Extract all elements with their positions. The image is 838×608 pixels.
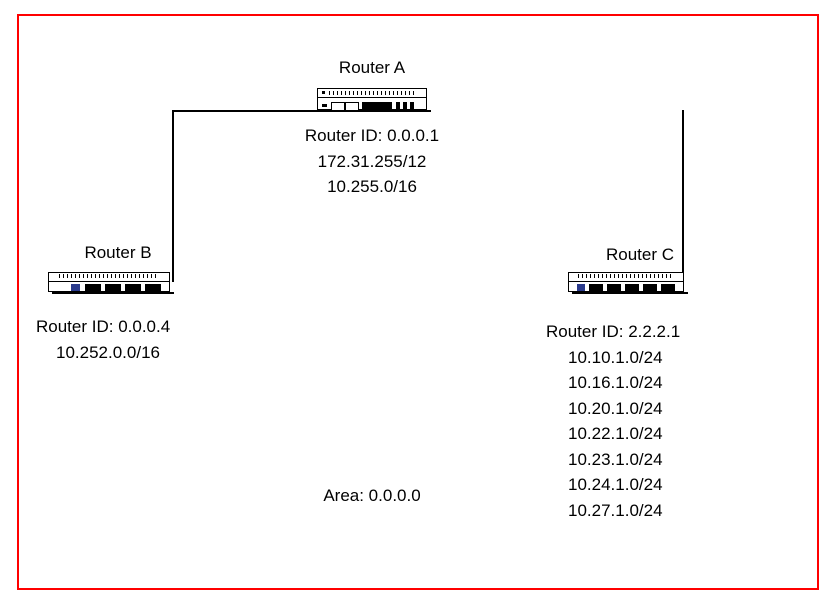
router-a-device [317, 88, 427, 110]
router-c-info-line-1: Router ID: 2.2.2.1 [546, 322, 681, 341]
router-b-info [36, 314, 296, 365]
router-b-module-1 [85, 284, 101, 291]
router-c-chassis-top [569, 273, 683, 282]
router-c-info-line-8: 10.27.1.0/24 [568, 500, 663, 520]
router-c-info [546, 319, 826, 523]
router-a-vents [329, 91, 415, 96]
router-b-info-line-2: 10.252.0.0/16 [56, 342, 160, 362]
router-b-title: Router B [84, 243, 152, 262]
router-b-led-blue [71, 284, 80, 291]
router-b-shadow [52, 292, 174, 294]
router-a-port-led [322, 104, 327, 107]
router-a-led [322, 91, 325, 94]
router-b-chassis-top [49, 273, 169, 282]
router-c-vents [578, 274, 674, 278]
router-b-module-3 [125, 284, 141, 291]
router-b-vents [59, 274, 160, 278]
router-c-title: Router C [605, 245, 675, 264]
router-a-shadow [321, 110, 431, 112]
router-a-chassis-top [318, 89, 426, 98]
router-a-module-2 [396, 102, 400, 109]
router-b-info-line-1: Router ID: 0.0.0.4 [36, 317, 171, 336]
router-b-module-2 [105, 284, 121, 291]
router-c-module-1 [589, 284, 603, 291]
router-a-info [252, 123, 492, 200]
router-a-info-line-2: 172.31.255/12 [317, 151, 427, 171]
area-label: Area: 0.0.0.0 [323, 486, 421, 505]
router-a-module-4 [410, 102, 414, 109]
router-a-title: Router A [338, 58, 406, 77]
router-c-module-2 [607, 284, 621, 291]
router-c-led-blue [577, 284, 585, 291]
router-a-module-1 [362, 102, 392, 109]
router-c-shadow [572, 292, 688, 294]
router-a-info-line-3: 10.255.0/16 [327, 177, 417, 196]
router-c-device [568, 272, 684, 292]
router-b-module-4 [145, 284, 161, 291]
router-c-info-line-3: 10.16.1.0/24 [568, 373, 663, 392]
router-c-module-4 [643, 284, 657, 291]
router-c-info-line-6: 10.23.1.0/24 [568, 449, 663, 469]
router-c-module-3 [625, 284, 639, 291]
router-a-info-line-1: Router ID: 0.0.0.1 [304, 126, 440, 145]
router-c-info-line-4: 10.20.1.0/24 [568, 398, 663, 418]
router-c-info-line-5: 10.22.1.0/24 [568, 424, 663, 443]
router-c-info-line-7: 10.24.1.0/24 [568, 475, 663, 494]
router-c-info-line-2: 10.10.1.0/24 [568, 347, 663, 367]
router-a-module-3 [403, 102, 407, 109]
router-b-device [48, 272, 170, 292]
router-c-module-5 [661, 284, 675, 291]
